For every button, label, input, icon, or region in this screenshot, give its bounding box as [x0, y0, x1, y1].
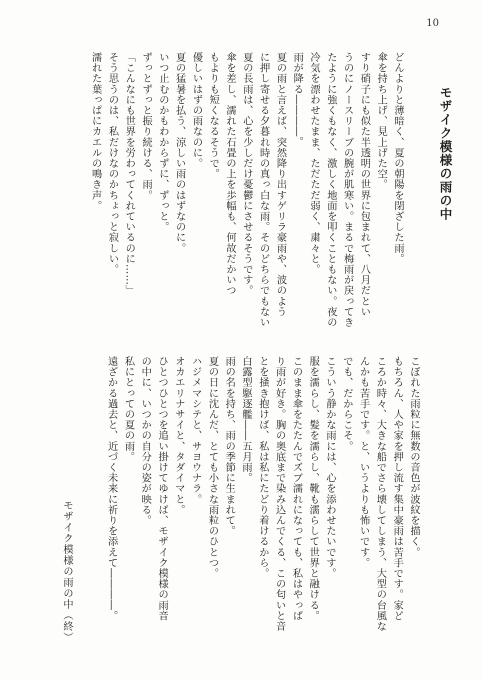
text-line: 雨が降る――――。 — [291, 52, 303, 148]
text-line: でも、だからこそ。 — [340, 356, 352, 452]
text-line: うのにノースリーブの腕が肌寒い。まるで梅雨が戻ってき — [341, 52, 353, 328]
text-line: 優しいはずの雨なのに。 — [190, 52, 202, 169]
text-line: 濡れた葉っぱにカエルの鳴き声。 — [89, 52, 101, 211]
text-line: 傘を持ち上げ、見上げた空。 — [375, 52, 387, 190]
text-line: ハジメマシテと、サヨウナラ。 — [189, 356, 201, 505]
text-line: ひとつひとつを追い掛けてゆけば、モザイク模様の雨音 — [156, 356, 168, 621]
text-line: ずっとずっと振り続ける、雨。 — [140, 52, 152, 201]
text-line: 冷気を漂わせたまま、ただただ弱く、粛々と。 — [308, 52, 320, 275]
text-line: 雨の名を持ち、雨の季節に生まれて。 — [223, 356, 235, 537]
lower-text-block — [102, 356, 421, 646]
page-number: 10 — [426, 18, 439, 29]
upper-text-block — [86, 52, 405, 340]
text-line: こういう静かな雨には、心を添わせたいです。 — [324, 356, 336, 579]
text-line: 遠ざかる過去と、近づく未来に祈りを添えて――――。 — [105, 356, 117, 621]
text-line: り雨が好き。胸の奥底まで染み込んでくる、この匂いと音 — [273, 356, 285, 632]
text-line: どんよりと薄暗く、夏の朝陽を閉ざした雨。 — [392, 52, 403, 264]
story-title: モザイク模様の雨の中 — [438, 86, 453, 221]
text-line: とを掻き抱けば、私は私にたどり着けるから。 — [256, 356, 268, 579]
text-line: んかも苦手です。と、いうよりも怖いです。 — [357, 356, 369, 568]
text-line: 夏の雨と言えば、突然降り出すゲリラ豪雨や、波のよう — [274, 52, 286, 317]
text-line: こぼれた雨粒に無数の音色が波紋を描く。 — [408, 356, 419, 558]
text-line: 傘を差し、濡れた石畳の上を歩幅も、何故だかいつ — [224, 52, 236, 296]
text-line: このまま傘をたたんでズブ濡れになっても、私はやっぱ — [290, 356, 302, 621]
text-line: 白露型駆逐艦――五月雨。 — [240, 356, 252, 484]
text-line: もよりも短くなるそうで。 — [207, 52, 219, 180]
text-line: 夏の猛暑を払う、涼しい雨のはずなのに。 — [173, 52, 185, 254]
text-line: オカエリナサイと、タダイマと。 — [172, 356, 184, 515]
text-line: もちろん、人や家を押し流す集中豪雨は苦手です。家ど — [391, 356, 403, 621]
text-line: たように強くもなく、激しく地面を叩くこともない。夜の — [324, 52, 336, 328]
text-line: 服を濡らし、髪を濡らし、靴も濡らして世界と融ける。 — [307, 356, 319, 621]
text-line: 夏の長雨は、心を少しだけ憂鬱にさせるそうです。 — [240, 52, 252, 296]
text-line: に押し寄せる夕暮れ時の真っ白な雨。そのどちらでもない — [257, 52, 269, 328]
text-line: 夏の日に沈んだ、とても小さな雨粒のひとつ。 — [206, 356, 218, 579]
text-line: 「こんなにも世界を労わってくれているのに……」 — [123, 52, 135, 296]
text-line: ころか時々、大きな船でさら壊してしまう、大型の台風な — [374, 356, 386, 632]
text-line: 私にとっての夏の雨。 — [122, 356, 134, 462]
text-line: の中に、いつかの自分の姿が映る。 — [139, 356, 151, 526]
text-line: すり硝子にも似た半透明の世界に包まれて、八月だとい — [358, 52, 370, 317]
end-colophon: モザイク模様の雨の中（終） — [61, 500, 72, 643]
text-line: そう思うのは、私だけなのかちょっと寂しい。 — [106, 52, 118, 275]
text-line: いつ止むのかもわからずに、ずっと。 — [156, 52, 168, 233]
